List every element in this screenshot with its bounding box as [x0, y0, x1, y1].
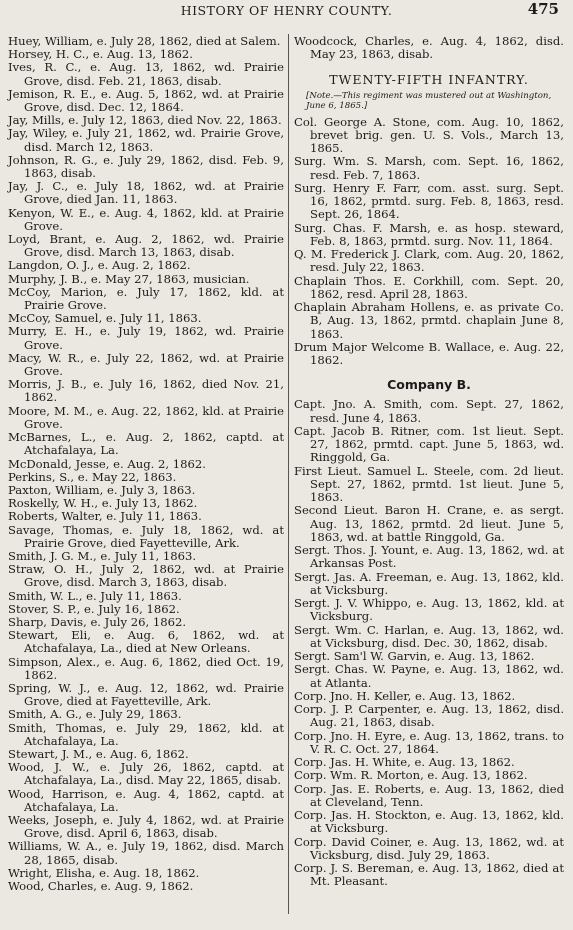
roster-entry: Smith, J. G. M., e. July 11, 1863.	[8, 548, 197, 563]
company-entry: First Lieut. Samuel L. Steele, com. 2d lieut. Sept. 27, 1862, prmtd. 1st lieut. June 5, 1863.	[294, 463, 564, 504]
roster-entry: Simpson, Alex., e. Aug. 6, 1862, died Oct. 19, 1862.	[8, 654, 284, 682]
roster-entry: Perkins, S., e. May 22, 1863.	[8, 469, 177, 484]
staff-entry: Surg. Wm. S. Marsh, com. Sept. 16, 1862, resd. Feb. 7, 1863.	[294, 154, 564, 182]
company-entry: Capt. Jacob B. Ritner, com. 1st lieut. Sept. 27, 1862, prmtd. capt. June 5, 1863, wd. Ringgold, Ga.	[294, 423, 564, 465]
company-entry: Corp. Wm. R. Morton, e. Aug. 13, 1862.	[294, 768, 528, 783]
right-column	[294, 35, 564, 889]
roster-entry: Johnson, R. G., e. July 29, 1862, disd. Feb. 9, 1863, disab.	[8, 152, 284, 181]
staff-entry: Chaplain Abraham Hollens, e. as private Co. B, Aug. 13, 1862, prmtd. chaplain June 8, 1863.	[294, 300, 564, 341]
roster-entry: Jay, J. C., e. July 18, 1862, wd. at Prairie Grove, died Jan. 11, 1863.	[8, 179, 284, 207]
company-entry: Sergt. Sam'l W. Garvin, e. Aug. 13, 1862.	[294, 649, 535, 663]
staff-entry: Surg. Chas. F. Marsh, e. as hosp. steward, Feb. 8, 1863, prmtd. surg. Nov. 11, 1864.	[294, 220, 564, 248]
roster-entry: McCoy, Marion, e. July 17, 1862, kld. at Prairie Grove.	[8, 284, 284, 313]
company-entry: Capt. Jno. A. Smith, com. Sept. 27, 1862, resd. June 4, 1863.	[294, 397, 564, 425]
company-entry: Corp. Jas. H. White, e. Aug. 13, 1862.	[294, 755, 515, 769]
roster-entry: Murry, E. H., e. July 19, 1862, wd. Prairie Grove.	[8, 324, 284, 352]
page-header	[0, 0, 573, 24]
roster-entry: Macy, W. R., e. July 22, 1862, wd. at Prairie Grove.	[8, 350, 284, 379]
roster-entry: Stover, S. P., e. July 16, 1862.	[8, 601, 180, 616]
roster-entry: Jay, Wiley, e. July 21, 1862, wd. Prairie Grove, disd. March 12, 1863.	[8, 126, 284, 154]
roster-entry: Smith, A. G., e. July 29, 1863.	[8, 707, 182, 722]
roster-entry: Stewart, J. M., e. Aug. 6, 1862.	[8, 746, 189, 761]
roster-entry: Jemison, R. E., e. Aug. 5, 1862, wd. at Prairie Grove, disd. Dec. 12, 1864.	[8, 86, 284, 115]
roster-entry: Wood, Charles, e. Aug. 9, 1862.	[8, 879, 194, 893]
roster-entry: Smith, Thomas, e. July 29, 1862, kld. at Atchafalaya, La.	[8, 720, 284, 748]
company-entry: Sergt. Chas. W. Payne, e. Aug. 13, 1862, wd. at Atlanta.	[294, 662, 564, 690]
regiment-heading: TWENTY-FIFTH INFANTRY.	[329, 71, 529, 87]
page-number: 475	[527, 0, 559, 18]
roster-entry: Langdon, O. J., e. Aug. 2, 1862.	[8, 258, 191, 273]
company-entry: Sergt. J. V. Whippo, e. Aug. 13, 1862, kld. at Vicksburg.	[294, 596, 564, 624]
staff-entry: Drum Major Welcome B. Wallace, e. Aug. 22, 1862.	[294, 339, 564, 367]
roster-entry: Moore, M. M., e. Aug. 22, 1862, kld. at Prairie Grove.	[8, 403, 284, 431]
staff-entry: Q. M. Frederick J. Clark, com. Aug. 20, 1862, resd. July 22, 1863.	[294, 247, 564, 275]
roster-entry: Spring, W. J., e. Aug. 12, 1862, wd. Prairie Grove, died at Fayetteville, Ark.	[8, 680, 284, 709]
company-entry: Corp. J. S. Bereman, e. Aug. 13, 1862, died at Mt. Pleasant.	[294, 861, 564, 889]
company-entry: Sergt. Wm. C. Harlan, e. Aug. 13, 1862, wd. at Vicksburg, disd. Dec. 30, 1862, disab.	[294, 622, 564, 650]
running-title: HISTORY OF HENRY COUNTY.	[180, 3, 393, 18]
roster-entry: McDonald, Jesse, e. Aug. 2, 1862.	[8, 456, 206, 471]
column-divider	[288, 34, 289, 914]
roster-entry: McBarnes, L., e. Aug. 2, 1862, captd. at Atchafalaya, La.	[8, 430, 284, 458]
roster-entry: Wood, J. W., e. July 26, 1862, captd. at Atchafalaya, La., disd. May 22, 1865, disab.	[8, 760, 284, 788]
company-heading: Company B.	[387, 377, 471, 393]
roster-entry: Loyd, Brant, e. Aug. 2, 1862, wd. Prairie Grove, disd. March 13, 1863, disab.	[8, 232, 284, 260]
company-entry: Corp. Jas. H. Stockton, e. Aug. 13, 1862, kld. at Vicksburg.	[294, 808, 564, 836]
staff-entry: Surg. Henry F. Farr, com. asst. surg. Sept. 16, 1862, prmtd. surg. Feb. 8, 1863, resd. Sept. 26, 1864.	[294, 180, 564, 222]
company-entry: Corp. David Coiner, e. Aug. 13, 1862, wd. at Vicksburg, disd. July 29, 1863.	[294, 834, 564, 862]
regiment-note: [Note.—This regiment was mustered out at Washington, June 6, 1865.]	[306, 90, 552, 111]
company-entry: Corp. J. P. Carpenter, e. Aug. 13, 1862, disd. Aug. 21, 1863, disab.	[294, 702, 564, 730]
roster-entry: Morris, J. B., e. July 16, 1862, died Nov. 21, 1862.	[8, 377, 284, 405]
company-entry: Corp. Jas. E. Roberts, e. Aug. 13, 1862, died at Cleveland, Tenn.	[294, 781, 564, 809]
roster-entry: Kenyon, W. E., e. Aug. 4, 1862, kld. at Prairie Grove.	[8, 205, 284, 233]
roster-entry: McCoy, Samuel, e. July 11, 1863.	[8, 311, 202, 326]
roster-entry: Stewart, Eli, e. Aug. 6, 1862, wd. at Atchafalaya, La., died at New Orleans.	[8, 628, 284, 656]
roster-entry: Wright, Elisha, e. Aug. 18, 1862.	[8, 865, 200, 880]
company-entry: Corp. Jno. H. Eyre, e. Aug. 13, 1862, trans. to V. R. C. Oct. 27, 1864.	[294, 728, 564, 756]
company-entry: Corp. Jno. H. Keller, e. Aug. 13, 1862.	[294, 688, 516, 703]
roster-entry: Williams, W. A., e. July 19, 1862, disd. March 28, 1865, disab.	[8, 839, 284, 867]
roster-entry: Horsey, H. C., e. Aug. 13, 1862.	[8, 47, 193, 62]
roster-entry: Smith, W. L., e. July 11, 1863.	[8, 588, 182, 603]
left-column	[8, 35, 284, 893]
roster-entry: Woodcock, Charles, e. Aug. 4, 1862, disd. May 23, 1863, disab.	[294, 34, 564, 62]
roster-entry: Sharp, Davis, e. July 26, 1862.	[8, 614, 187, 629]
roster-entry: Paxton, William, e. July 3, 1863.	[8, 482, 196, 497]
staff-entry: Chaplain Thos. E. Corkhill, com. Sept. 20, 1862, resd. April 28, 1863.	[294, 273, 564, 301]
roster-entry: Roskelly, W. H., e. July 13, 1862.	[8, 496, 198, 511]
company-entry: Sergt. Thos. J. Yount, e. Aug. 13, 1862, wd. at Arkansas Post.	[294, 543, 564, 571]
company-entry: Sergt. Jas. A. Freeman, e. Aug. 13, 1862, kld. at Vicksburg.	[294, 569, 564, 597]
roster-entry: Savage, Thomas, e. July 18, 1862, wd. at Prairie Grove, died Fayetteville, Ark.	[8, 522, 284, 550]
roster-entry: Jay, Mills, e. July 12, 1863, died Nov. 22, 1863.	[8, 113, 282, 128]
roster-entry: Roberts, Walter, e. July 11, 1863.	[8, 509, 202, 524]
roster-entry: Murphy, J. B., e. May 27, 1863, musician.	[8, 271, 250, 286]
roster-entry: Wood, Harrison, e. Aug. 4, 1862, captd. at Atchafalaya, La.	[8, 786, 284, 814]
roster-entry: Weeks, Joseph, e. July 4, 1862, wd. at Prairie Grove, disd. April 6, 1863, disab.	[8, 812, 284, 841]
roster-entry: Huey, William, e. July 28, 1862, died at Salem.	[8, 34, 281, 48]
roster-entry: Ives, R. C., e. Aug. 13, 1862, wd. Prairie Grove, disd. Feb. 21, 1863, disab.	[8, 60, 284, 88]
staff-entry: Col. George A. Stone, com. Aug. 10, 1862, brevet brig. gen. U. S. Vols., March 13, 1865.	[294, 114, 564, 155]
company-entry: Second Lieut. Baron H. Crane, e. as sergt. Aug. 13, 1862, prmtd. 2d lieut. June 5, 1863, wd. at battle Ringgold, Ga.	[294, 503, 564, 544]
roster-entry: Straw, O. H., July 2, 1862, wd. at Prairie Grove, disd. March 3, 1863, disab.	[8, 562, 284, 590]
